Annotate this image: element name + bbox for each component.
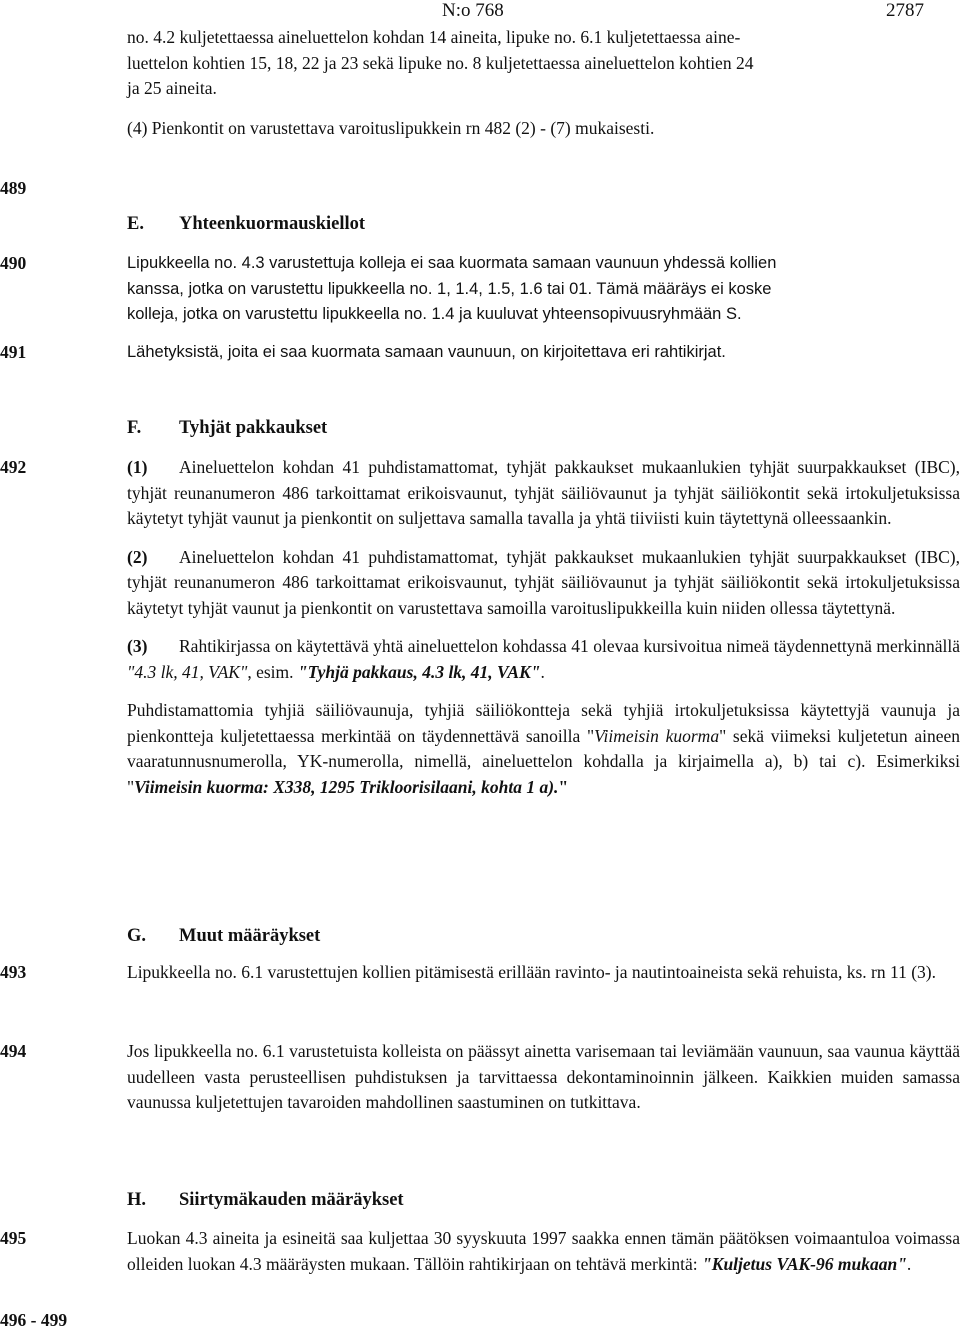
- paragraph-f1-text: Aineluettelon kohdan 41 puhdistamattomat, tyhjät pakkaukset mukaanlukien tyhjät suurpakkaukset (IBC), tyhjät reunanumeron 486 tarkoittamat erikoisvaunut, tyhjät säiliövaunut ja tyhjät säiliökontit sekä irtokuljetuksissa käytetyt tyhjät vaunut ja pienkontit on suljettava samalla tavalla ja yhtä tiiviisti kuin täytettynä olleessaankin.: [127, 457, 960, 528]
- rn490-line-2: kanssa, jotka on varustettu lipukkeella no. 1, 1.4, 1.5, 1.6 tai 01. Tämä määräys ei koske: [127, 279, 772, 298]
- paragraph-f4: [127, 698, 960, 800]
- rn495-text: [127, 1226, 960, 1277]
- paragraph-f2-number: (2): [127, 546, 148, 567]
- paragraph-f3-bold-italic: "Tyhjä pakkaus, 4.3 lk, 41, VAK": [297, 661, 541, 682]
- section-g-heading: [127, 924, 320, 950]
- rn495-bold-italic: "Kuljetus VAK-96 mukaan": [702, 1253, 907, 1274]
- section-h-letter: H.: [127, 1190, 147, 1210]
- section-e-title: Yhteenkuormauskiellot: [179, 214, 366, 234]
- rn493-text: Lipukkeella no. 6.1 varustettujen kollien pitämisestä erillään ravinto- ja nautintoaineista sekä rehuista, ks. rn 11 (3).: [127, 962, 936, 982]
- paragraph-f4-text-b: " sekä viimeksi kuljetetun aineen vaaratunnusnumerolla, YK-numerolla, nimellä, aineluettelon kohdalla ja kirjaimella a), b) tai c). Esimerkiksi ": [127, 725, 960, 797]
- rn490-line-1: Lipukkeella no. 4.3 varustettuja kolleja ei saa kuormata samaan vaunuun yhdessä kollien: [127, 254, 777, 272]
- continuation-line-3: ja 25 aineita.: [127, 78, 217, 98]
- continuation-line-1: no. 4.2 kuljetettaessa aineluettelon kohdan 14 aineita, lipuke no. 6.1 kuljetettaessa aine-: [127, 27, 741, 47]
- section-f-title: Tyhjät pakkaukset: [179, 418, 328, 438]
- section-h-heading: [127, 1188, 404, 1214]
- rn491-text: Lähetyksistä, joita ei saa kuormata samaan vaunuun, on kirjoitettava eri rahtikirjat.: [127, 343, 726, 361]
- section-e-heading: [127, 212, 365, 238]
- section-h-title: Siirtymäkauden määräykset: [179, 1190, 404, 1210]
- continuation-text: [127, 0, 960, 141]
- rn495-text-a: Luokan 4.3 aineita ja esineitä saa kuljettaa 30 syyskuuta 1997 saakka ennen tämän päätöksen voimaantuloa voimassa olleiden luokan 4.3 määräysten mukaan. Tällöin rahtikirjaan on tehtävä merkintä:: [127, 1228, 960, 1274]
- marginal-number-494: 494: [0, 1041, 27, 1061]
- marginal-number-489: 489: [0, 178, 27, 198]
- marginal-number-493: 493: [0, 962, 27, 982]
- page-issue-number: N:o 768: [442, 0, 504, 21]
- paragraph-f2-text: Aineluettelon kohdan 41 puhdistamattomat, tyhjät pakkaukset mukaanlukien tyhjät suurpakkaukset (IBC), tyhjät reunanumeron 486 tarkoittamat erikoisvaunut, tyhjät säiliövaunut ja tyhjät säiliökontit sekä irtokuljetuksissa käytetyt tyhjät vaunut ja pienkontit on varustettava samoilla varoituslipukkeilla kuin niiden ollessa täytettynä.: [127, 546, 960, 618]
- section-e-letter: E.: [127, 214, 144, 234]
- rn490-text: [127, 251, 960, 328]
- marginal-number-495: 495: [0, 1228, 27, 1248]
- rn490-line-3: kolleja, jotka on varustettu lipukkeella no. 1.4 ja kuuluvat yhteensopivuusryhmään S.: [127, 305, 742, 323]
- rn494-text: Jos lipukkeella no. 6.1 varustetuista kolleista on päässyt ainetta varisemaan tai leviämään vaunuun, saa vaunua käyttää uudelleen vasta perusteellisen puhdistuksen ja tarvittaessa dekontaminoinnin jälkeen. Kaikkien muiden samassa vaunussa kuljetettujen tavaroiden mahdollinen saastuminen on tutkittava.: [127, 1041, 960, 1112]
- paragraph-f3-text-b: , esim.: [247, 661, 298, 682]
- paragraph-f4-text-c: ": [558, 776, 569, 797]
- paragraph-f4-text-a: Puhdistamattomia tyhjiä säiliövaunuja, tyhjiä säiliökontteja sekä tyhjiä irtokuljetuksissa käytettyjä vaunuja ja pienkontteja kuljetettaessa merkintää on täydennettävä sanoilla ": [127, 700, 960, 746]
- marginal-number-496-499: 496 - 499: [0, 1310, 68, 1330]
- rn495-text-b: .: [906, 1253, 912, 1274]
- paragraph-f3-text-a: Rahtikirjassa on käytettävä yhtä aineluettelon kohdassa 41 olevaa kursivoitua nimeä täydennettynä merkinnällä: [179, 636, 960, 656]
- paragraph-f4-italic: Viimeisin kuorma: [594, 725, 720, 746]
- marginal-number-490: 490: [0, 253, 27, 273]
- continuation-line-2: luettelon kohtien 15, 18, 22 ja 23 sekä lipuke no. 8 kuljetettaessa aineluettelon kohtien 24: [127, 52, 754, 73]
- paragraph-f1: [127, 455, 960, 532]
- page-number: 2787: [886, 0, 924, 21]
- paragraph-4: (4) Pienkontit on varustettava varoituslipukkein rn 482 (2) - (7) mukaisesti.: [127, 117, 655, 138]
- section-g-title: Muut määräykset: [179, 926, 321, 946]
- paragraph-f3-text-c: .: [540, 661, 545, 682]
- paragraph-f1-number: (1): [127, 457, 148, 477]
- section-f-letter: F.: [127, 418, 142, 438]
- paragraph-f3-number: (3): [127, 636, 148, 656]
- section-f-body: [127, 455, 960, 800]
- paragraph-f4-bold-italic: Viimeisin kuorma: X338, 1295 Trikloorisilaani, kohta 1 a).: [134, 776, 559, 797]
- section-g-letter: G.: [127, 926, 147, 946]
- marginal-number-492: 492: [0, 457, 27, 477]
- section-f-heading: [127, 416, 327, 442]
- paragraph-f3: [127, 634, 960, 685]
- paragraph-f3-italic: "4.3 lk, 41, VAK": [127, 661, 248, 682]
- marginal-number-491: 491: [0, 342, 27, 362]
- paragraph-f2: [127, 545, 960, 622]
